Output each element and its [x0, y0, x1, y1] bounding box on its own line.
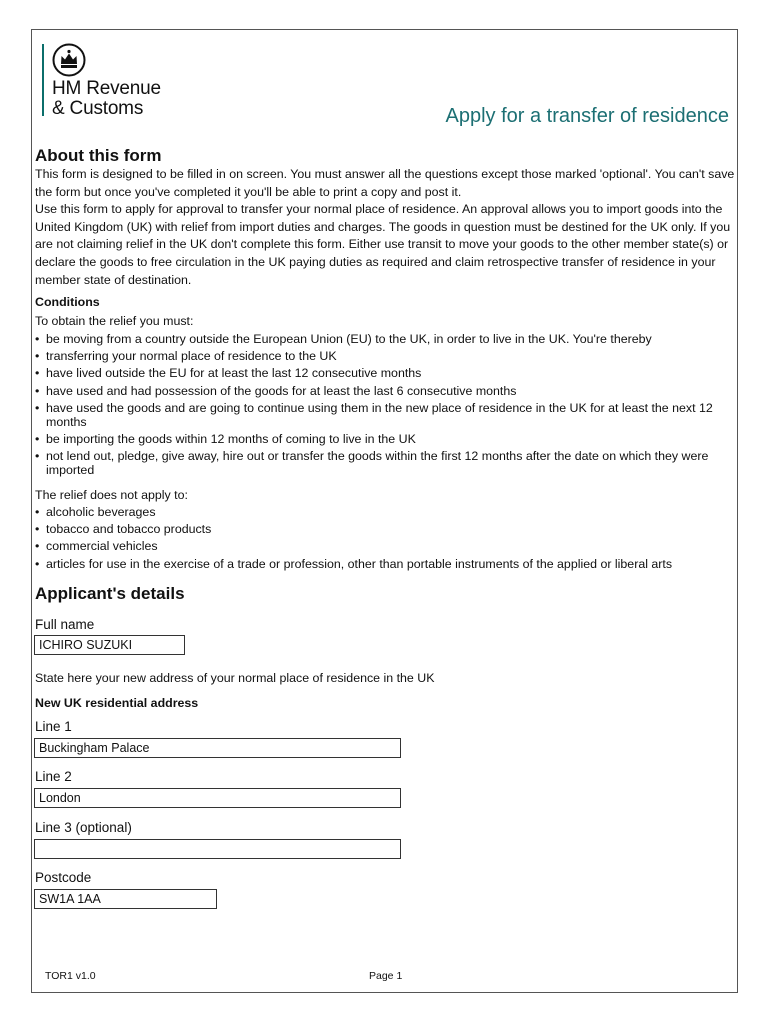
address-line1-input[interactable] — [34, 738, 401, 758]
page-number: Page 1 — [369, 970, 403, 982]
org-name-line2: & Customs — [52, 98, 144, 119]
about-heading: About this form — [35, 146, 162, 165]
conditions-intro: To obtain the relief you must: — [35, 314, 194, 328]
exclusions-list — [35, 505, 725, 574]
exclusions-intro: The relief does not apply to: — [35, 488, 188, 502]
postcode-label: Postcode — [35, 870, 92, 885]
crown-crest-icon — [52, 43, 86, 77]
list-item: • articles for use in the exercise of a trade or profession, other than portable instruments of the applied or liberal arts — [35, 557, 725, 571]
form-title: Apply for a transfer of residence — [445, 105, 729, 127]
address-heading: New UK residential address — [35, 696, 199, 710]
line2-label: Line 2 — [35, 769, 72, 784]
form-reference: TOR1 v1.0 — [45, 970, 96, 982]
list-item: • transferring your normal place of residence to the UK — [35, 349, 725, 363]
list-item: • be moving from a country outside the European Union (EU) to the UK, in order to live in the UK. You're thereby — [35, 332, 725, 346]
postcode-input[interactable] — [34, 889, 217, 909]
org-name-line1: HM Revenue — [52, 78, 161, 99]
list-item: • have used the goods and are going to continue using them in the new place of residence in the UK for at least the next 12 months — [35, 401, 725, 429]
conditions-heading: Conditions — [35, 295, 100, 309]
about-text — [35, 166, 735, 289]
list-item: • not lend out, pledge, give away, hire out or transfer the goods within the first 12 months after the date on which they were imported — [35, 449, 725, 477]
list-item: • tobacco and tobacco products — [35, 522, 725, 536]
conditions-list — [35, 332, 725, 480]
about-para-2: Use this form to apply for approval to transfer your normal place of residence. An approval allows you to import goods into the United Kingdom (UK) with relief from import duties and charges. The goods in question must be destined for the UK only. If you are not claiming relief in the UK don't complete this form. Either use transit to move your goods to the other member state(s) or declare the goods to free circulation in the UK paying duties as required and claim retrospective transfer of residence in your member state of destination. — [35, 202, 731, 287]
logo-bar — [42, 44, 44, 116]
list-item: • have used and had possession of the goods for at least the last 6 consecutive months — [35, 384, 725, 398]
about-para-1: This form is designed to be filled in on screen. You must answer all the questions except those marked 'optional'. You can't save the form but once you've completed it you'll be able to print a copy and post it. — [35, 167, 735, 199]
full-name-label: Full name — [35, 617, 95, 632]
applicant-heading: Applicant's details — [35, 584, 185, 603]
line1-label: Line 1 — [35, 719, 72, 734]
address-instruction: State here your new address of your normal place of residence in the UK — [35, 671, 435, 685]
full-name-input[interactable] — [34, 635, 185, 655]
list-item: • have lived outside the EU for at least the last 12 consecutive months — [35, 366, 725, 380]
list-item: • commercial vehicles — [35, 539, 725, 553]
address-line2-input[interactable] — [34, 788, 401, 808]
line3-label: Line 3 (optional) — [35, 820, 132, 835]
address-line3-input[interactable] — [34, 839, 401, 859]
list-item: • alcoholic beverages — [35, 505, 725, 519]
list-item: • be importing the goods within 12 months of coming to live in the UK — [35, 432, 725, 446]
